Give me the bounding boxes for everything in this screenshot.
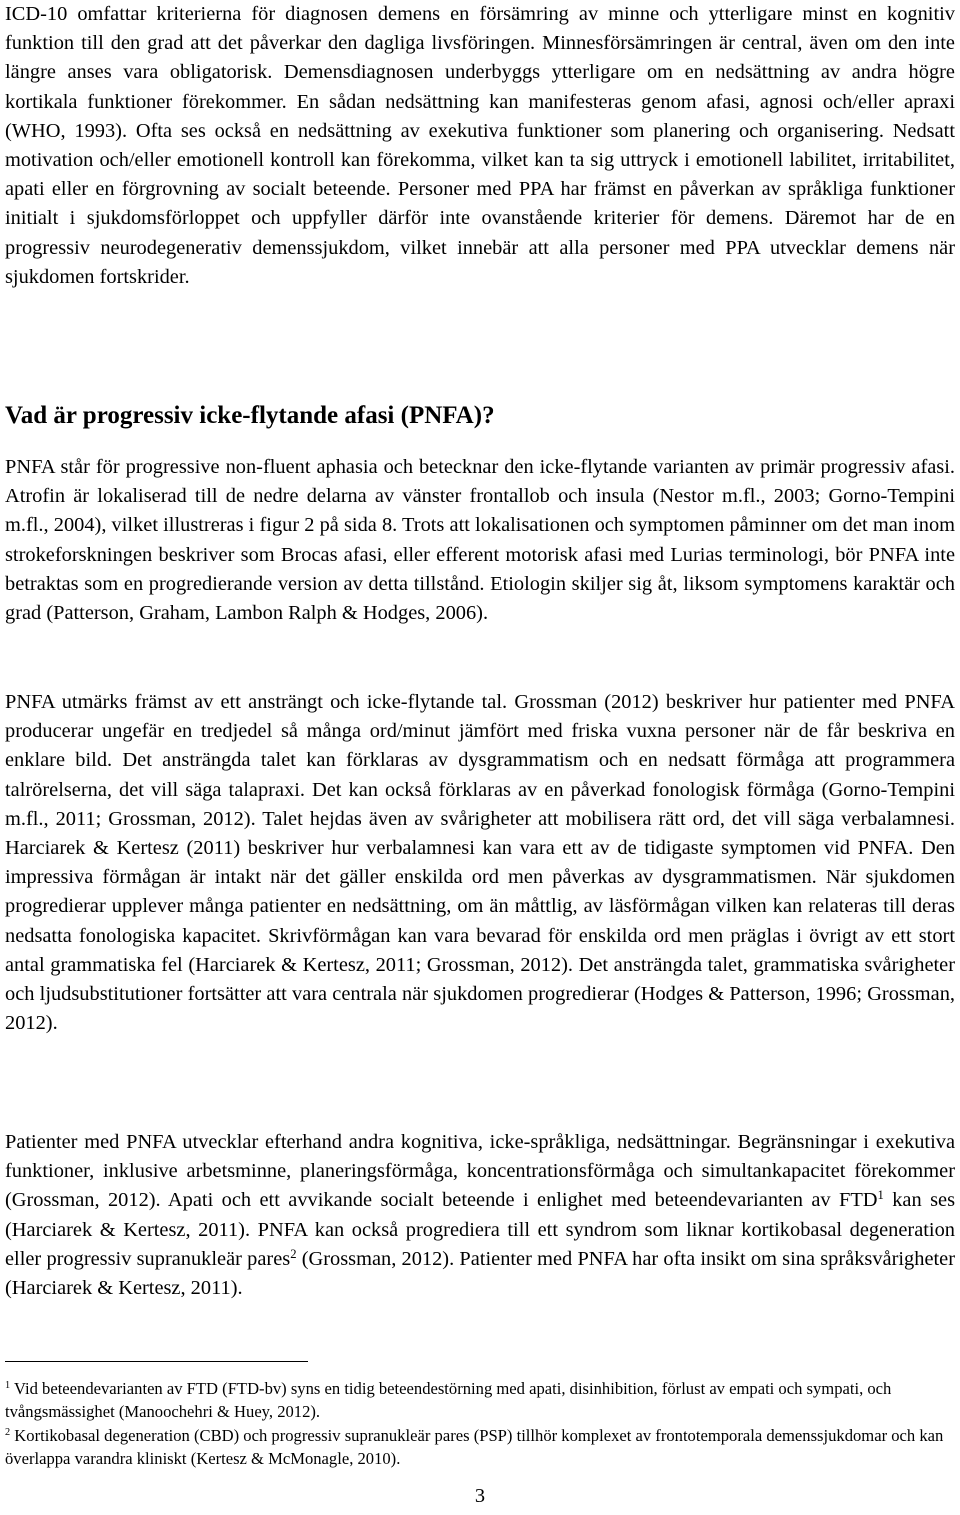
paragraph-pnfa-cognition <box>5 1128 955 1303</box>
footnote-text: Vid beteendevarianten av FTD (FTD-bv) syns en tidig beteendestörning med apati, disinhibition, förlust av empati och sympati, och tvångsmässighet (Manoochehri & Huey, 2012). <box>5 1379 892 1421</box>
paragraph-text-part: kan ses (Harciarek & Kertesz, 2011). PNFA kan också progrediera till ett syndrom som liknar kortikobasal degeneration eller progressiv supranukleär pares <box>5 1189 955 1270</box>
footnote-ref-2: 2 <box>290 1246 297 1261</box>
footnote-1 <box>5 1377 955 1423</box>
paragraph-pnfa-speech: PNFA utmärks främst av ett ansträngt och icke-flytande tal. Grossman (2012) beskriver hur patienter med PNFA producerar ungefär en tredjedel så många ord/minut jämfört med friska vuxna personer när de får beskriva en enklare bild. Det ansträngda talet kan förklaras av dysgrammatism och en nedsatt förmåga att programmera talrörelserna, det vill säga talapraxi. Det kan också förklaras av en påverkad fonologisk förmåga (Gorno-Tempini m.fl., 2011; Grossman, 2012). Talet hejdas även av svårigheter att mobilisera rätt ord, det vill säga verbalamnesi. Harciarek & Kertesz (2011) beskriver hur verbalamnesi kan vara ett av de tidigaste symptomen vid PNFA. Den impressiva förmågan är intakt när det gäller enskilda ord men påverkas av dysgrammatismen. När sjukdomen progredierar upplever många patienter en nedsättning, om än måttlig, av läsförmågan vilken kan relateras till deras nedsatta fonologiska kapacitet. Skrivförmågan kan vara bevarad för enskilda ord men präglas i övrigt av ett stort antal grammatiska fel (Harciarek & Kertesz, 2011; Grossman, 2012). Det ansträngda talet, grammatiska svårigheter och ljudsubstitutioner fortsätter att vara centrala när sjukdomen progredierar (Hodges & Patterson, 1996; Grossman, 2012). <box>5 691 955 1035</box>
footnote-divider <box>5 1361 308 1362</box>
footnote-mark: 1 <box>5 1379 11 1391</box>
footnote-text: Kortikobasal degeneration (CBD) och progressiv supranukleär pares (PSP) tillhör komplexet av frontotemporala demenssjukdomar och kan överlappa varandra kliniskt (Kertesz & McMonagle, 2010). <box>5 1426 944 1468</box>
footnote-ref-1: 1 <box>877 1188 884 1203</box>
paragraph-dementia-criteria: ICD-10 omfattar kriterierna för diagnosen demens en försämring av minne och ytterligare minst en kognitiv funktion till den grad att det påverkar den dagliga livsföringen. Minnesförsämringen är central, även om den inte längre anses vara obligatorisk. Demensdiagnosen underbyggs ytterligare om en nedsättning av andra högre kortikala funktioner förekommer. En sådan nedsättning kan manifesteras genom afasi, agnosi och/eller apraxi (WHO, 1993). Ofta ses också en nedsättning av exekutiva funktioner som planering och organisering. Nedsatt motivation och/eller emotionell kontroll kan förekomma, vilket kan ta sig uttryck i emotionell labilitet, irritabilitet, apati eller en förgrovning av socialt beteende. Personer med PPA har främst en påverkan av språkliga funktioner initialt i sjukdomsförloppet och uppfyller därför inte ovanstående kriterier för demens. Däremot har de en progressiv neurodegenerativ demenssjukdom, vilket innebär att alla personer med PPA utvecklar demens när sjukdomen fortskrider. <box>5 3 955 288</box>
page-number: 3 <box>474 1485 486 1507</box>
paragraph-text-part: Patienter med PNFA utvecklar efterhand andra kognitiva, icke-språkliga, nedsättningar. Begränsningar i exekutiva funktioner, inklusive arbetsminne, planeringsförmåga, koncentrationsförmåga och simultankapacitet förekommer (Grossman, 2012). Apati och ett avvikande socialt beteende i enlighet med beteendevarianten av FTD <box>5 1131 955 1212</box>
paragraph-pnfa-definition: PNFA står för progressive non-fluent aphasia och betecknar den icke-flytande varianten av primär progressiv afasi. Atrofin är lokaliserad till de nedre delarna av vänster frontallob och insula (Nestor m.fl., 2003; Gorno-Tempini m.fl., 2004), vilket illustreras i figur 2 på sida 8. Trots att lokalisationen och symptomen påminner om det man inom strokeforskningen beskriver som Brocas afasi, eller efferent motorisk afasi med Lurias terminologi, bör PNFA inte betraktas som en progredierande version av detta tillstånd. Etiologin skiljer sig åt, liksom symptomens karaktär och grad (Patterson, Graham, Lambon Ralph & Hodges, 2006). <box>5 456 955 625</box>
section-heading-pnfa: Vad är progressiv icke-flytande afasi (PNFA)? <box>5 402 495 429</box>
footnote-mark: 2 <box>5 1426 11 1438</box>
paragraph-text-part: (Grossman, 2012). Patienter med PNFA har ofta insikt om sina språksvårigheter (Harciarek & Kertesz, 2011). <box>5 1247 955 1300</box>
footnote-2 <box>5 1424 955 1470</box>
